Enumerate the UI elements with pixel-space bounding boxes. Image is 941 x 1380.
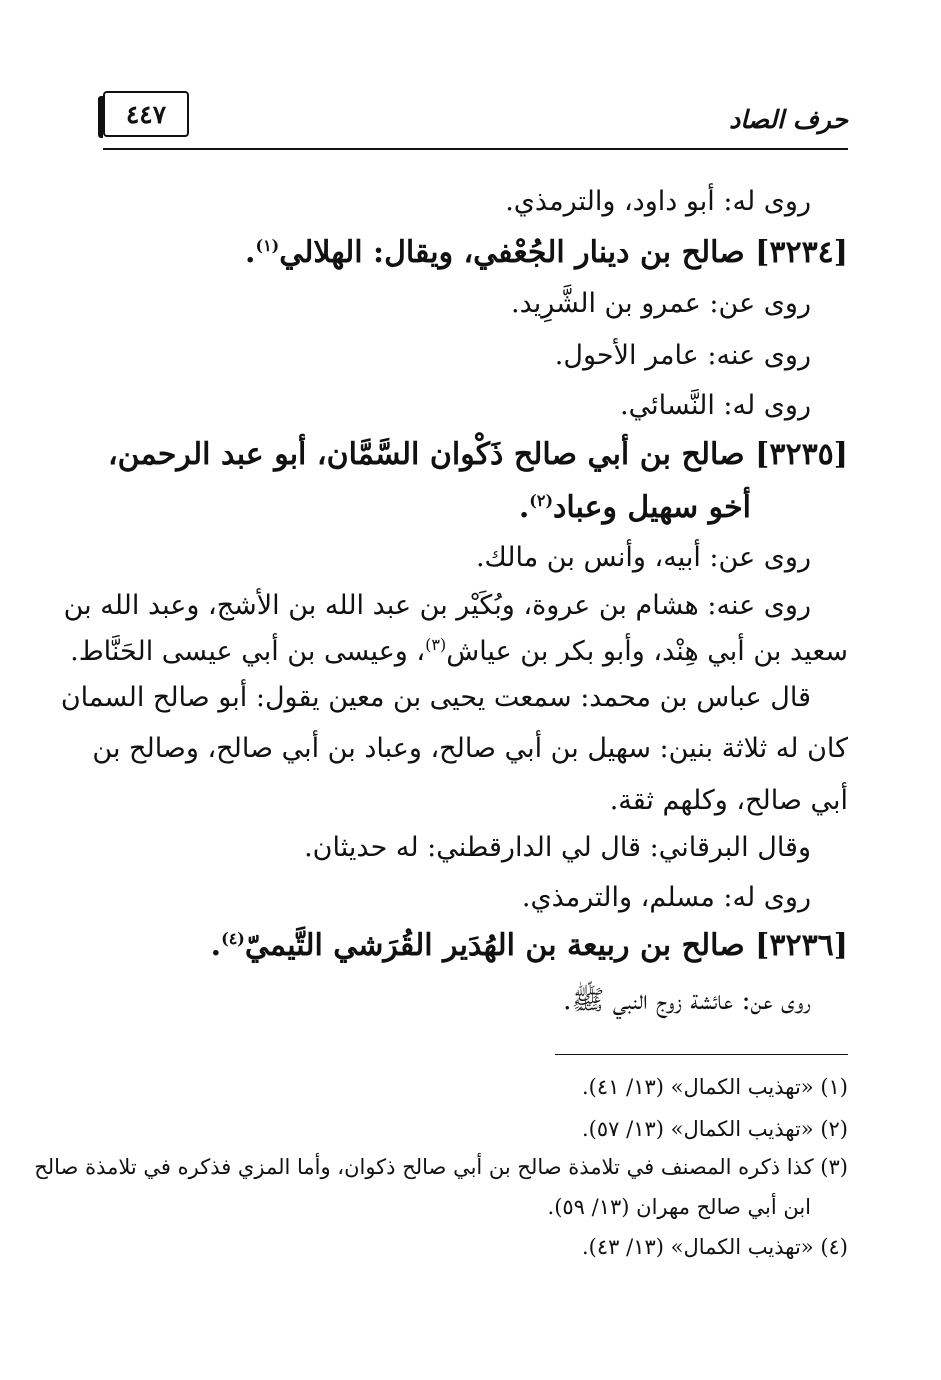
text-line: قال عباس بن محمد: سمعت يحيى بن معين يقول: أبو صالح السمان [60, 682, 811, 713]
text-line: روى عن: عمرو بن الشَّرِيد. [510, 288, 811, 319]
footnote-rule [555, 1054, 848, 1055]
entry-heading-3235: [٣٢٣٥] صالح بن أبي صالح ذَكْوان السَّمَّان، أبو عبد الرحمن، [108, 437, 848, 472]
text-line: كان له ثلاثة بنين: سهيل بن أبي صالح، وعباد بن أبي صالح، وصالح بن [92, 733, 848, 764]
footnote-2: (٢) «تهذيب الكمال» (١٣/ ٥٧). [582, 1117, 848, 1141]
text-line: وقال البرقاني: قال لي الدارقطني: له حديثان. [304, 832, 811, 863]
page-number: ٤٤٧ [103, 91, 189, 137]
text-line: روى له: النَّسائي. [620, 390, 811, 421]
text-line: أبي صالح، وكلهم ثقة. [609, 785, 848, 816]
text-line: روى له: مسلم، والترمذي. [521, 882, 811, 913]
footnote-3-cont: ابن أبي صالح مهران (١٣/ ٥٩). [547, 1195, 811, 1219]
footnote-ref: (٢) [529, 491, 554, 510]
footnote-ref: (٣) [425, 635, 447, 654]
text-line: روى عنه: هشام بن عروة، وبُكَيْر بن عبد الله بن الأشج، وعبد الله بن [63, 590, 811, 621]
entry-heading-3234: [٣٢٣٤] صالح بن دينار الجُعْفي، ويقال: الهلالي$^{(١)}$. [245, 235, 848, 270]
chapter-title: حرف الصاد [729, 105, 848, 134]
header-rule [103, 148, 848, 150]
text-line: روى عن: أبيه، وأنس بن مالك. [475, 542, 811, 573]
footnote-4: (٤) «تهذيب الكمال» (١٣/ ٤٣). [582, 1235, 848, 1259]
text-line: روى له: أبو داود، والترمذي. [505, 186, 811, 217]
footnote-3: (٣) كذا ذكره المصنف في تلامذة صالح بن أبي صالح ذكوان، وأما المزي فذكره في تلامذة صالح [34, 1155, 848, 1179]
footnote-ref: (٤) [221, 929, 245, 948]
entry-heading-3236: [٣٢٣٦] صالح بن ربيعة بن الهُدَير القُرَشي التَّيميّ$^{(٤)}$. [210, 928, 848, 963]
text-line: روى عنه: عامر الأحول. [554, 340, 811, 371]
entry-heading-3235-cont: أخو سهيل وعباد$^{(٢)}$. [518, 490, 751, 525]
footnote-ref: (١) [255, 236, 280, 255]
footnote-1: (١) «تهذيب الكمال» (١٣/ ٤١). [582, 1075, 848, 1099]
text-line: روى عن: عائشة زوج النبي ﷺ. [563, 985, 811, 1016]
text-line: سعيد بن أبي هِنْد، وأبو بكر بن عياش$^{(٣)}$، وعيسى بن أبي عيسى الحَنَّاط. [70, 635, 848, 667]
